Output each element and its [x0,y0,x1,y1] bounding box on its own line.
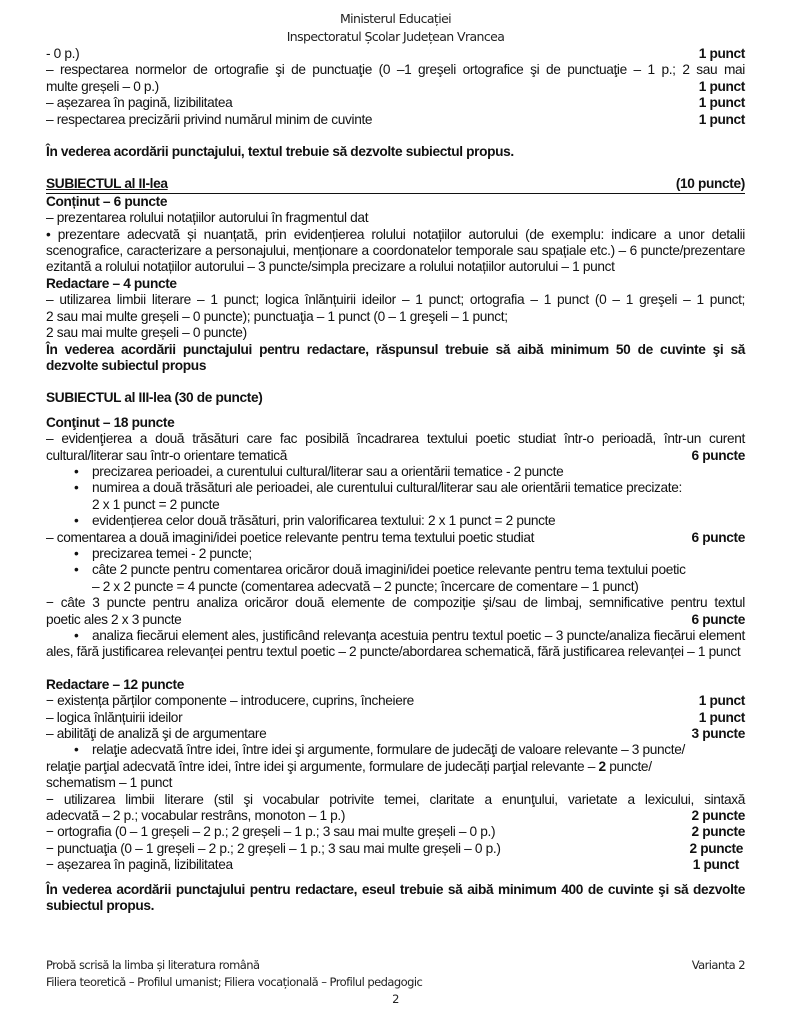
criterion-row [46,841,745,857]
criterion-text: adecvată – 2 p.; vocabular restrâns, monoton – 1 p.) [46,808,346,824]
criterion-row [46,530,745,546]
bullet-text: analiza fiecărui element ales, justificând relevanța acestuia pentru textul poetic – 3 puncte/analiza fiecărui element ales, fără justificarea relevanței pentru textul poetic – 2 puncte/abordarea schematică, fără justificarea relevanței – 1 punct [46,628,745,660]
criterion-row [46,824,745,840]
criterion-points: 6 puncte [691,529,745,545]
header-ministry: Ministerul Educației [339,11,452,26]
footer-exam: Probă scrisă la limba și literatura română [46,958,260,972]
header-inspectorate: Inspectoratul Școlar Județean Vrancea [286,29,505,44]
criterion-points: 1 punct [698,709,745,725]
criterion-points: 1 punct [698,95,745,111]
bullet-continuation: schematism – 1 punct [46,775,173,791]
bullet-continuation [46,759,745,775]
criterion-text: – comentarea a două imagini/idei poetice relevante pentru tema textului poetic studiat [46,529,535,545]
criterion-points: 2 puncte [689,840,743,856]
subsection-title: Redactare – 12 puncte [46,676,184,692]
bullet-item: • relaţie adecvată între idei, între idei şi argumente, formulare de judecăţi de valoare relevante – 3 puncte/ [46,742,745,758]
section-heading-s2 [46,176,745,193]
criterion-points: 6 puncte [691,611,745,627]
criterion-text: − așezarea în pagină, lizibilitatea [46,857,233,873]
footer-track: Filiera teoretică – Profilul umanist; Filiera vocațională – Profilul pedagogic [46,975,423,989]
bullet-item: • precizarea temei - 2 puncte; [46,546,745,562]
note-bold: În vederea acordării punctajului pentru redactare, răspunsul trebuie să aibă minimum 50 de cuvinte şi să dezvolte subiectul propus [46,341,745,373]
text: puncte/ [605,758,652,774]
bullet-continuation: – 2 x 2 puncte = 4 puncte (comentarea adecvată – 2 puncte; încercare de comentare – 1 punct) [92,578,639,594]
footer-variant: Varianta 2 [691,958,745,972]
criterion-points: 1 punct [692,857,739,873]
criterion-row [46,95,745,111]
note-bold: În vederea acordării punctajului, textul trebuie să dezvolte subiectul propus. [46,144,514,160]
criterion-points: 2 puncte [691,824,745,840]
document-body [46,46,745,915]
criterion-row [46,693,745,709]
criterion-text: – respectarea precizării privind numărul minim de cuvinte [46,111,373,127]
criterion-text: – abilităţi de analiză şi de argumentare [46,726,267,742]
criterion-row [46,448,745,464]
criterion-row [46,857,745,873]
criterion-points: 3 puncte [691,726,745,742]
criterion-text: – utilizarea limbii literare – 1 punct; logica înlănțuirii ideilor – 1 punct; ortografia – 1 punct (0 – 1 greşeli – 1 punct; [46,292,745,308]
bullet-item: • evidențierea celor două trăsături, prin valorificarea textului: 2 x 1 punct = 2 puncte [46,513,745,529]
note-bold: În vederea acordării punctajului pentru redactare, eseul trebuie să aibă minimum 400 de cuvinte şi să dezvolte subiectul propus. [46,881,745,914]
criterion-text: poetic ales 2 x 3 puncte [46,611,182,627]
text: relaţie parţial adecvată între idei, între idei şi argumente, formulare de judecăți parţial relevante – [46,758,599,774]
criterion-text: − câte 3 puncte pentru analiza oricăror două elemente de compoziție şi/sau de limbaj, semnificative pentru textul [46,595,745,611]
criterion-text: − existența părților componente – introducere, cuprins, încheiere [46,693,414,709]
bullet-item: • numirea a două trăsături ale perioadei, ale curentului cultural/literar sau ale orientării tematice precizate: [46,480,745,496]
criterion-text: 2 sau mai multe greșeli – 0 puncte); punctuaţia – 1 punct (0 – 1 greşeli – 1 punct; [46,308,508,324]
criterion-text: – prezentarea rolului notațiilor autorului în fragmentul dat [46,210,369,226]
criterion-row [46,112,745,128]
criterion-text: 2 sau mai multe greșeli – 0 puncte) [46,325,247,341]
criterion-text: – așezarea în pagină, lizibilitatea [46,95,233,111]
bullet-icon: • [74,628,79,643]
criterion-text: – respectarea normelor de ortografie şi de punctuaţie (0 –1 greşeli ortografice şi de punctuaţie – 1 p.; 2 sau mai [46,62,745,78]
section-heading-s3: SUBIECTUL al III-lea (30 de puncte) [46,390,263,406]
footer-row [46,958,745,972]
bold-number: 2 [598,758,606,774]
criterion-text: - 0 p.) [46,46,80,61]
section-title: SUBIECTUL al II-lea [46,176,168,192]
criterion-text: – evidenţierea a două trăsături care fac posibilă încadrarea textului poetic studiat într-o perioadă, într-un curent [46,431,745,447]
criterion-row [46,808,745,824]
criterion-paragraph: • prezentare adecvată și nuanțată, prin evidențierea rolului notațiilor autorului (de exemplu: indicare a unor detalii scenografice, caracterizare a personajului, menționare a coordonatelor temporale sau spațiale etc.) – 6 puncte/prezentare ezitantă a rolului notațiilor autorului – 3 puncte/simpla precizare a rolului notațiilor autorului – 1 punct [46,226,745,275]
criterion-text: − utilizarea limbii literare (stil şi vocabular potrivite temei, claritate a enunţului, varietate a lexicului, sintaxă [46,791,745,807]
criterion-text: − punctuaţia (0 – 1 greșeli – 2 p.; 2 greșeli – 1 p.; 3 sau mai multe greșeli – 0 p.) [46,840,501,856]
criterion-points: 6 puncte [691,447,745,463]
criterion-points: 1 punct [698,693,745,709]
criterion-text: – logica înlănțuirii ideilor [46,709,183,725]
subsection-title: Redactare – 4 puncte [46,275,177,291]
page-number: 2 [392,992,399,1006]
subsection-title: Conținut – 6 puncte [46,193,168,209]
criterion-points: 1 punct [698,46,745,61]
criterion-row [46,46,745,62]
criterion-points: 2 puncte [691,808,745,824]
section-points: (10 puncte) [675,176,745,192]
criterion-text: multe greșeli – 0 p.) [46,78,159,94]
criterion-row [46,726,745,742]
criterion-row [46,710,745,726]
criterion-points: 1 punct [698,111,745,127]
criterion-text: cultural/literar sau într-o orientare tematică [46,447,288,463]
criterion-row [46,79,745,95]
subsection-title: Conţinut – 18 puncte [46,414,175,430]
bullet-paragraph [46,628,745,661]
criterion-text: − ortografia (0 – 1 greșeli – 2 p.; 2 greșeli – 1 p.; 3 sau mai multe greșeli – 0 p.) [46,824,496,840]
criterion-points: 1 punct [698,78,745,94]
bullet-item: • precizarea perioadei, a curentului cultural/literar sau a orientării tematice - 2 puncte [46,464,745,480]
bullet-item: • câte 2 puncte pentru comentarea oricăror două imagini/idei poetice relevante pentru tema textului poetic [46,562,745,578]
criterion-row [46,612,745,628]
bullet-continuation: 2 x 1 punct = 2 puncte [92,496,220,512]
